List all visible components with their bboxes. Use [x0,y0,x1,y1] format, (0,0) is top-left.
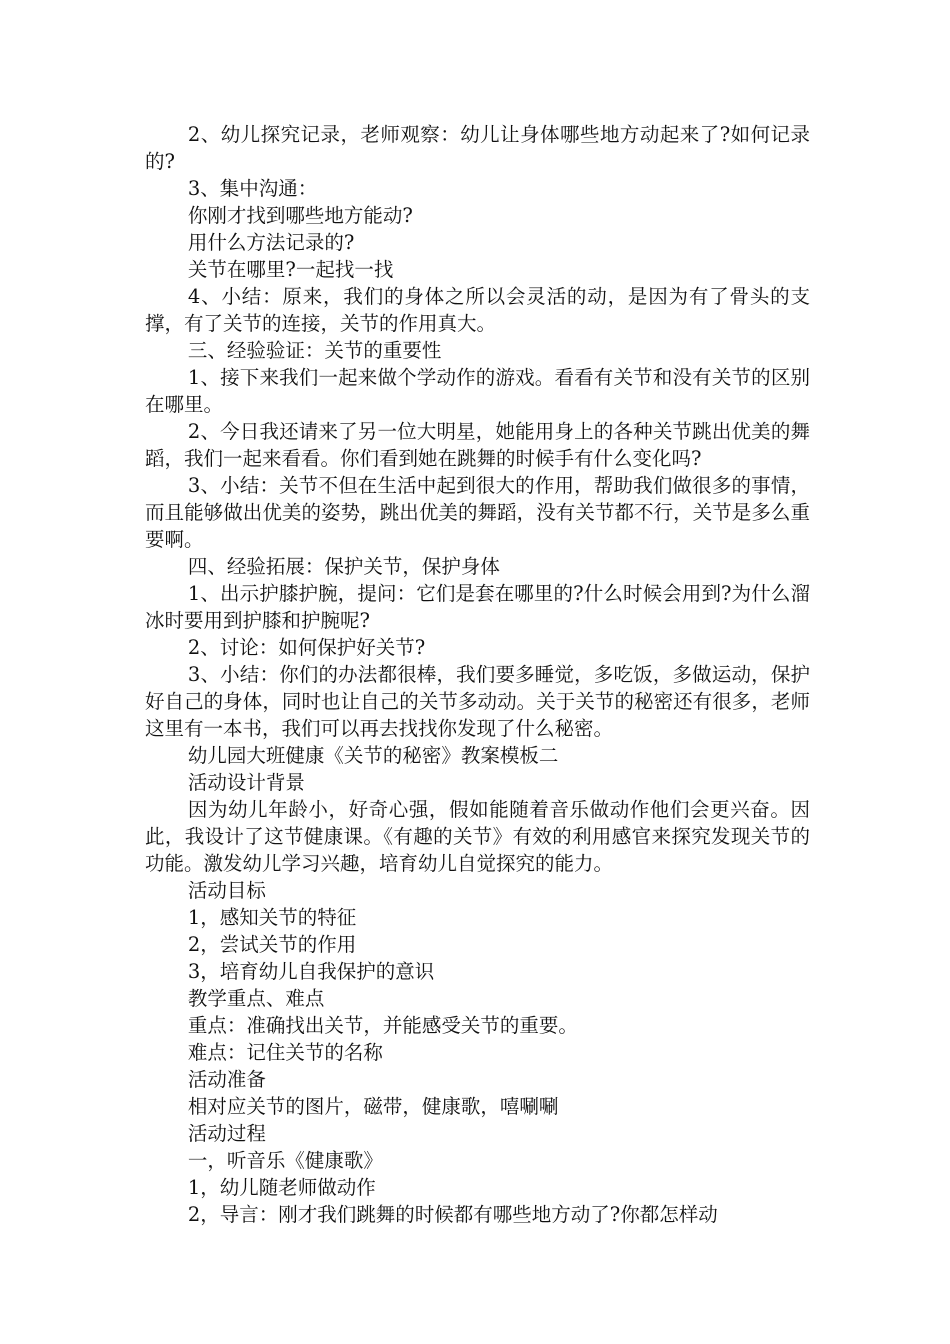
paragraph: 4、小结：原来，我们的身体之所以会灵活的动，是因为有了骨头的支撑，有了关节的连接，关节的作用真大。 [145,285,810,335]
paragraph: 1、出示护膝护腕，提问：它们是套在哪里的?什么时候会用到?为什么溜冰时要用到护膝和护腕呢? [145,582,810,632]
section-heading: 活动准备 [187,1068,266,1091]
paragraph: 2、幼儿探究记录，老师观察：幼儿让身体哪些地方动起来了?如何记录的? [145,123,810,173]
paragraph: 1、接下来我们一起来做个学动作的游戏。看看有关节和没有关节的区别在哪里。 [145,366,810,416]
list-item: 2，尝试关节的作用 [187,933,357,956]
paragraph: 3、小结：你们的办法都很棒，我们要多睡觉，多吃饭，多做运动，保护好自己的身体，同时也让自己的关节多动动。关于关节的秘密还有很多，老师这里有一本书，我们可以再去找找你发现了什么秘密。 [145,663,810,740]
paragraph: 关节在哪里?一起找一找 [187,258,394,281]
paragraph: 相对应关节的图片，磁带，健康歌，嘻唰唰 [187,1095,559,1118]
section-heading: 三、经验验证：关节的重要性 [187,339,442,362]
document-body [145,121,810,1228]
paragraph: 用什么方法记录的? [187,231,355,254]
paragraph: 难点：记住关节的名称 [187,1041,383,1064]
section-heading: 活动过程 [187,1122,266,1145]
list-item: 1，感知关节的特征 [187,906,357,929]
section-heading: 教学重点、难点 [187,987,325,1010]
paragraph: 2、讨论：如何保护好关节? [187,636,426,659]
list-item: 1，幼儿随老师做动作 [187,1176,376,1199]
paragraph: 你刚才找到哪些地方能动? [187,204,413,227]
section-heading: 四、经验拓展：保护关节，保护身体 [187,555,500,578]
section-heading: 活动设计背景 [187,771,305,794]
document-subtitle: 幼儿园大班健康《关节的秘密》教案模板二 [187,744,559,767]
paragraph: 重点：准确找出关节，并能感受关节的重要。 [187,1014,578,1037]
section-heading: 一，听音乐《健康歌》 [187,1149,383,1172]
paragraph: 3、小结：关节不但在生活中起到很大的作用，帮助我们做很多的事情，而且能够做出优美的姿势，跳出优美的舞蹈，没有关节都不行，关节是多么重要啊。 [145,474,810,551]
list-item: 2，导言：刚才我们跳舞的时候都有哪些地方动了?你都怎样动 [187,1203,718,1226]
section-heading: 活动目标 [187,879,266,902]
paragraph: 2、今日我还请来了另一位大明星，她能用身上的各种关节跳出优美的舞蹈，我们一起来看看。你们看到她在跳舞的时候手有什么变化吗? [145,420,810,470]
list-item: 3，培育幼儿自我保护的意识 [187,960,435,983]
paragraph: 因为幼儿年龄小，好奇心强，假如能随着音乐做动作他们会更兴奋。因此，我设计了这节健康课。《有趣的关节》有效的利用感官来探究发现关节的功能。激发幼儿学习兴趣，培育幼儿自觉探究的能力。 [145,798,810,875]
paragraph: 3、集中沟通： [187,177,318,200]
